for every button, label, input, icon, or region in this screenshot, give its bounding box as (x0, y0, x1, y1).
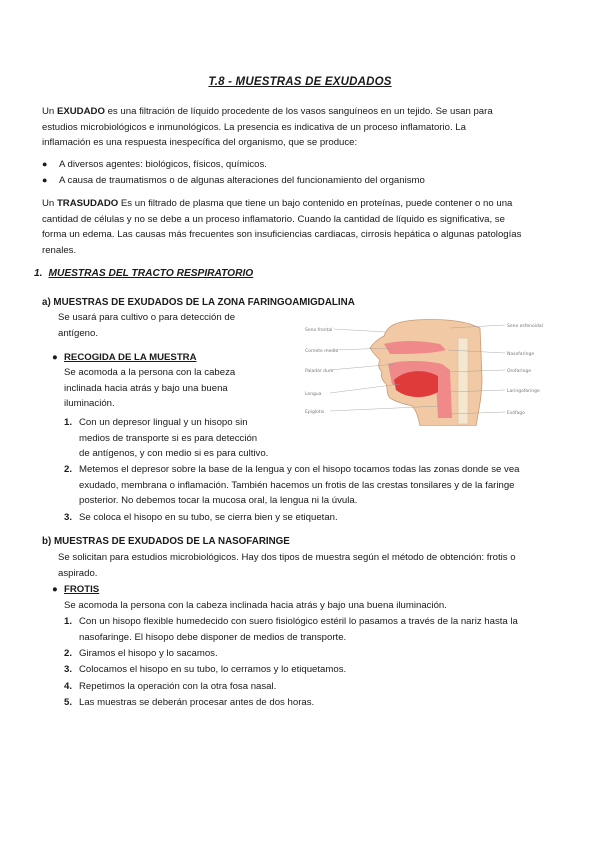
trasudado-line-2: cantidad de células y no se debe a un proceso inflamatorio. Cuando la cantidad de líquido es significativa, se (42, 213, 505, 225)
label-cornete-medio: Cornete medio (305, 349, 339, 354)
section-heading: 1. MUESTRAS DEL TRACTO RESPIRATORIO (34, 268, 254, 279)
trasudado-paragraph (42, 196, 557, 258)
subsection-b-heading: b) MUESTRAS DE EXUDADOS DE LA NASOFARINGE (42, 536, 290, 547)
trasudado-line-1: Es un filtrado de plasma que tiene un bajo contenido en proteínas, puede contener o no una (118, 198, 513, 209)
trasudado-line-3: forma un edema. Las causas más frecuentes son insuficiencias cardiacas, cirrosis hepática o algunas patologías (42, 229, 522, 241)
bullet-icon: ● (52, 352, 58, 363)
label-seno-esfenoidal: Seno esfenoidal (507, 324, 543, 329)
label-orofaringe: Orofaringe (507, 369, 531, 374)
subsection-a-intro: Se usará para cultivo o para detección de antígeno. (58, 312, 236, 339)
bullet-icon: ● (42, 175, 48, 185)
label-lengua: Lengua (305, 392, 322, 397)
subsection-b-intro: Se solicitan para estudios microbiológicos. Hay dos tipos de muestra según el método de obtención: frotis o aspirado. (58, 552, 516, 579)
label-epiglotis: Epiglotis (305, 410, 325, 415)
frotis-heading: ● FROTIS (52, 584, 100, 595)
label-paladar-duro: Paladar duro (305, 369, 334, 374)
pharynx-anatomy-diagram (300, 318, 555, 426)
label-seno-frontal: Seno frontal (305, 328, 333, 333)
label-nasofaringe: Nasofaringe (507, 352, 535, 357)
document-page: T.8 - MUESTRAS DE EXUDADOS Un EXUDADO es una filtración de líquido procedente de los vasos sanguíneos en un tejido. Se usan para estudios microbiológicos e inmunológicos. La presencia es indicativa de un proceso inflamatorio. La inflamación es una respuesta inespecífica del organismo, que se produce: ● A diversos agentes: biológicos, físicos, químicos. ● A causa de traumatismos o de algunas alteraciones del funcionamiento del organismo Un TRASUDADO Es un filtrado de plasma que tiene un bajo contenido en proteínas, puede contener o no una cantidad de células y no se debe a un proceso inflamatorio. Cuando la cantidad de líquido es significativa, se forma un edema. Las causas más frecuentes son insuficiencias cardiacas, cirrosis hepática o algunas patologías renales. 1. MUESTRAS DEL TRACTO RESPIRATORIO a) MUESTRAS DE EXUDADOS DE LA ZONA FARINGOAMIGDALINA Se usará para cultivo o para detección de antígeno. ● RECOGIDA DE LA MUESTRA Se acomoda a la persona con la cabeza inclinada hacia atrás y bajo una buena iluminación. 1. Con un depresor lingual y un hisopo sin medios de transporte si es para detección de antígenos, y con medio si es para cultivo. 2. Metemos el depresor sobre la base de la lengua y con el hisopo tocamos todas las zonas donde se vea exudado, membrana o inflamación. También hacemos un frotis de las crestas tonsilares y de la faringe posterior. No debemos tocar la mucosa oral, la lengua ni la úvula. 3. Se coloca el hisopo en su tubo, se cierra bien y se etiquetan. b) MUESTRAS DE EXUDADOS DE LA NASOFARINGE Se solicitan para estudios microbiológicos. Hay dos tipos de muestra según el método de obtención: frotis o aspirado. ● FROTIS Se acomoda la persona con la cabeza inclinada hacia atrás y bajo una buena iluminación. 1. Con un hisopo flexible humedecido con suero fisiológico estéril lo pasamos a través de la nariz hasta la nasofaringe. El hisopo debe disponer de medios de transporte. 2. Giramos el hisopo y lo sacamos. 3. Colocamos el hisopo en su tubo, lo cerramos y lo etiquetamos. 4. Repetimos la operación con la otra fosa nasal. 5. Las muestras se deberán procesar antes de dos horas. Seno frontal Cornete medio Paladar duro Lengua Epiglotis Seno esfenoidal Nasofaringe Orofaringe Laringofaringe Esófago (0, 0, 600, 848)
label-laringofaringe: Laringofaringe (507, 389, 540, 394)
page-title: T.8 - MUESTRAS DE EXUDADOS (208, 76, 392, 88)
exudado-paragraph (42, 104, 557, 151)
frotis-intro: Se acomoda la persona con la cabeza inclinada hacia atrás y bajo una buena iluminación. (64, 600, 447, 611)
trasudado-prefix: Un (42, 198, 57, 209)
exudado-line-1: es una filtración de líquido procedente de los vasos sanguíneos en un tejido. Se usan para (107, 106, 493, 117)
bullet-icon: ● (42, 159, 48, 169)
trasudado-term: TRASUDADO (56, 198, 119, 209)
bullet-icon: ● (52, 584, 58, 595)
exudado-line-3: inflamación es una respuesta inespecífica del organismo, que se produce: (42, 137, 358, 149)
label-esofago: Esófago (507, 411, 525, 416)
exudado-prefix: Un (42, 106, 57, 117)
trasudado-line-4: renales. (42, 244, 77, 256)
subsection-a-heading: a) MUESTRAS DE EXUDADOS DE LA ZONA FARINGOAMIGDALINA (42, 297, 355, 308)
exudado-term: EXUDADO (56, 106, 105, 117)
collection-heading: ● RECOGIDA DE LA MUESTRA (52, 352, 197, 363)
collection-text: Se acomoda a la persona con la cabeza inclinada hacia atrás y bajo una buena iluminación. (64, 367, 236, 410)
exudado-line-2: estudios microbiológicos e inmunológicos. La presencia es indicativa de un proceso inflamatorio. La (42, 121, 466, 133)
